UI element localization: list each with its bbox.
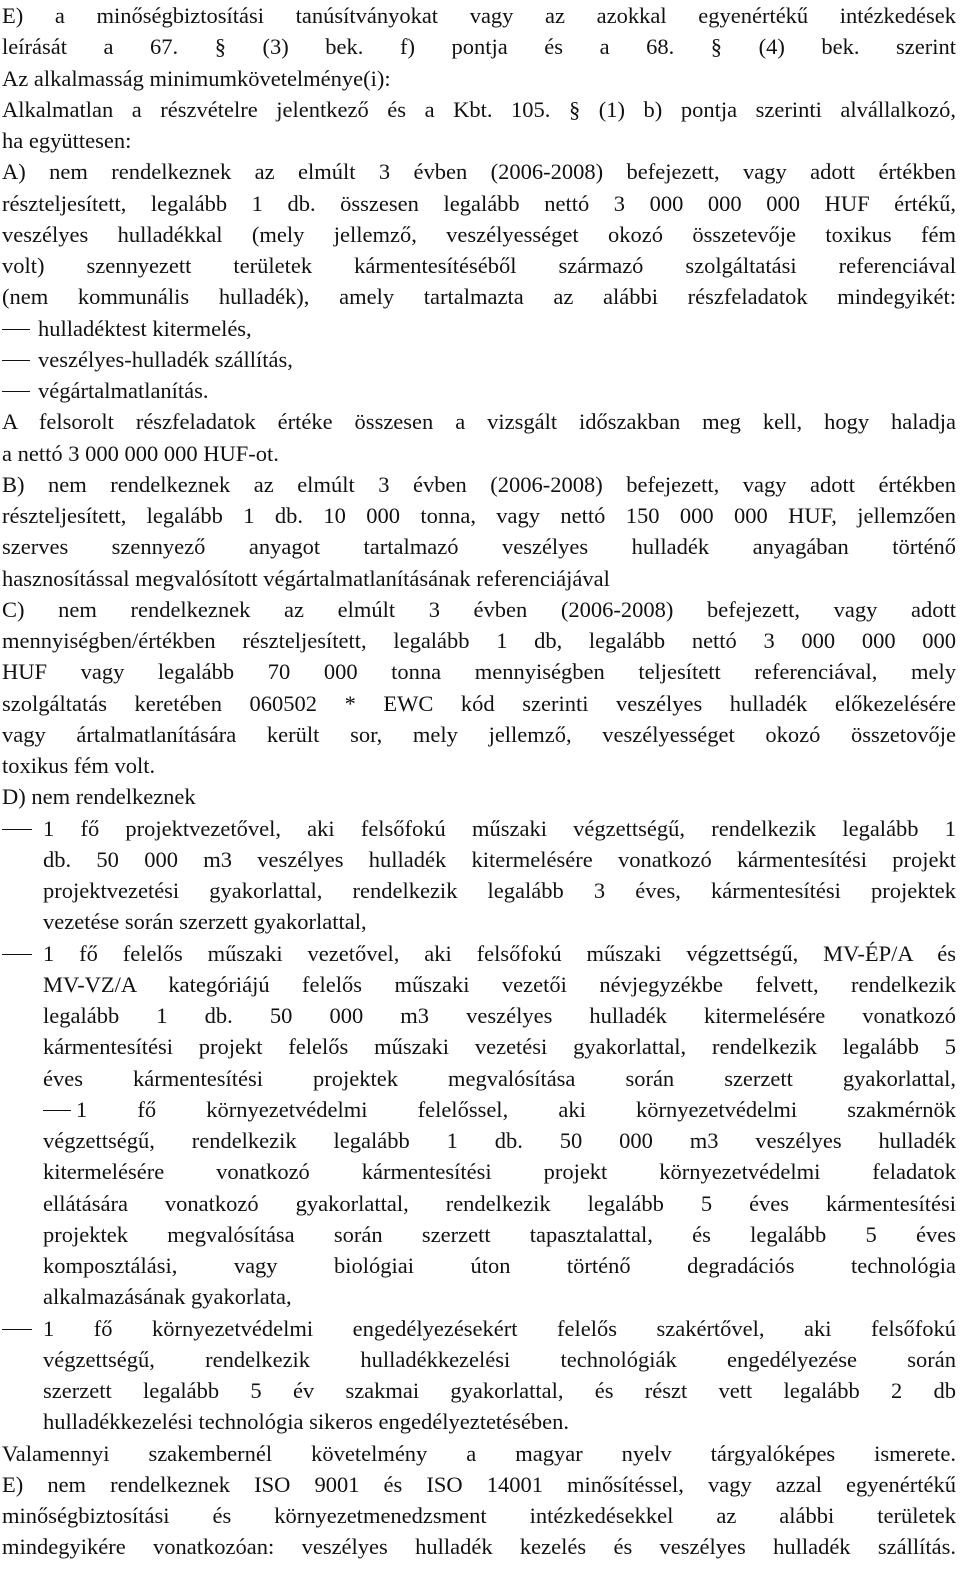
text-line-content: hasznosítással megvalósított végártalmatlanításának referenciájával <box>2 565 610 591</box>
text-line <box>2 63 956 94</box>
text-line <box>2 719 956 750</box>
text-line-content: végzettségű, rendelkezik hulladékkezelési technológiák engedélyezése során <box>43 1346 956 1372</box>
text-line <box>2 1156 956 1187</box>
text-line-content: vezetése során szerzett gyakorlattal, <box>43 909 367 935</box>
text-line <box>2 500 956 531</box>
text-line <box>2 1313 956 1344</box>
text-line <box>2 219 956 250</box>
text-line-content: alkalmazásának gyakorlata, <box>43 1284 292 1310</box>
text-line <box>2 875 956 906</box>
text-line-content: mennyiségben/értékben részteljesített, legalább 1 db, legalább nettó 3 000 000 000 <box>2 628 956 653</box>
text-line-content: 1 fő projektvezetővel, aki felsőfokú műszaki végzettségű, rendelkezik legalább 1 <box>43 815 956 841</box>
text-line-content: végártalmatlanítás. <box>38 378 209 403</box>
text-line <box>2 906 956 937</box>
text-line-content: projektvezetési gyakorlattal, rendelkezik legalább 3 éves, kármentesítési projektek <box>43 878 956 903</box>
text-line-content: Alkalmatlan a részvételre jelentkező és a Kbt. 105. § (1) b) pontja szerinti alvállalkozó, <box>2 96 956 122</box>
text-line-content: kármentesítési projekt felelős műszaki vezetési gyakorlattal, rendelkezik legalább 5 <box>43 1034 956 1060</box>
text-line-content: hulladékkezelési technológia sikeros engedélyeztetésében. <box>43 1409 570 1435</box>
text-line <box>2 1063 956 1094</box>
text-line-content: a nettó 3 000 000 000 HUF-ot. <box>2 440 279 466</box>
text-line-content: db. 50 000 m3 veszélyes hulladék kitermelésére vonatkozó kármentesítési projekt <box>43 846 956 872</box>
text-line-content: toxikus fém volt. <box>2 753 156 778</box>
text-line-content: legalább 1 db. 50 000 m3 veszélyes hulladék kitermelésére vonatkozó <box>43 1003 956 1028</box>
text-line-content: volt) szennyezett területek kármentesítéséből származó szolgáltatási referenciával <box>2 253 956 278</box>
text-line <box>2 469 956 500</box>
text-line <box>2 938 956 969</box>
text-line <box>2 1125 956 1156</box>
text-line-content: vagy ártalmatlanítására került sor, mely jellemző, veszélyességet okozó összetovője <box>2 721 956 747</box>
text-line <box>2 656 956 687</box>
text-line <box>2 563 956 594</box>
text-line-content: ellátására vonatkozó gyakorlattal, rendelkezik legalább 5 éves kármentesítési <box>43 1190 956 1216</box>
dash-bullet-icon <box>2 391 30 392</box>
dash-bullet-icon <box>2 360 30 361</box>
text-line-content: 1 fő környezetvédelmi engedélyezésekért felelős szakértővel, aki felsőfokú <box>43 1315 956 1341</box>
text-line <box>2 31 956 62</box>
text-line <box>2 1375 956 1406</box>
text-line-content: A felsorolt részfeladatok értéke összesen a vizsgált időszakban meg kell, hogy haladja <box>2 409 956 435</box>
dash-bullet-icon <box>2 329 30 330</box>
text-line <box>2 375 956 406</box>
text-line-content: E) a minőségbiztosítási tanúsítványokat vagy az azokkal egyenértékű intézkedések <box>2 3 956 28</box>
text-line <box>2 0 956 31</box>
text-line <box>2 1219 956 1250</box>
text-line-content: szolgáltatás keretében 060502 * EWC kód szerinti veszélyes hulladék előkezelésére <box>2 690 956 716</box>
dash-bullet-icon <box>43 1110 71 1111</box>
text-line <box>2 625 956 656</box>
text-line <box>2 281 956 312</box>
text-line <box>2 94 956 125</box>
text-line-content: Valamennyi szakembernél követelmény a magyar nyelv tárgyalóképes ismerete. <box>2 1440 956 1466</box>
text-line <box>2 344 956 375</box>
text-line-content: HUF vagy legalább 70 000 tonna mennyiségben teljesített referenciával, mely <box>2 659 956 685</box>
dash-bullet-icon <box>2 954 32 955</box>
text-line <box>2 1250 956 1281</box>
text-line-content: C) nem rendelkeznek az elmúlt 3 évben (2006-2008) befejezett, vagy adott <box>2 596 956 622</box>
text-line <box>2 313 956 344</box>
text-line-content: D) nem rendelkeznek <box>2 784 196 810</box>
text-line <box>2 813 956 844</box>
text-line-content: B) nem rendelkeznek az elmúlt 3 évben (2006-2008) befejezett, vagy adott értékben <box>2 471 956 497</box>
text-line <box>2 125 956 156</box>
text-line <box>2 1031 956 1062</box>
text-line <box>2 750 956 781</box>
text-line-content: részteljesített, legalább 1 db. 10 000 tonna, vagy nettó 150 000 000 HUF, jellemzően <box>2 503 956 528</box>
dash-bullet-icon <box>2 1329 32 1330</box>
text-line-content: A) nem rendelkeznek az elmúlt 3 évben (2006-2008) befejezett, vagy adott értékben <box>2 159 956 185</box>
text-line <box>2 969 956 1000</box>
text-line <box>2 250 956 281</box>
text-line-content: szerves szennyező anyagot tartalmazó veszélyes hulladék anyagában történő <box>2 534 956 560</box>
text-line <box>2 1188 956 1219</box>
text-line-content: projektek megvalósítása során szerzett tapasztalattal, és legalább 5 éves <box>43 1221 956 1247</box>
text-line-content: 1 fő környezetvédelmi felelőssel, aki környezetvédelmi szakmérnök <box>76 1096 956 1122</box>
text-line-content: MV-VZ/A kategóriájú felelős műszaki vezetői névjegyzékbe felvett, rendelkezik <box>43 971 956 997</box>
text-line <box>2 1469 956 1500</box>
text-line-content: minőségbiztosítási és környezetmenedzsment intézkedésekkel az alábbi területek <box>2 1503 956 1528</box>
text-line <box>2 438 956 469</box>
text-line <box>2 406 956 437</box>
text-line-content: végzettségű, rendelkezik legalább 1 db. 50 000 m3 veszélyes hulladék <box>43 1128 956 1153</box>
text-line-content: veszélyes-hulladék szállítás, <box>38 346 293 372</box>
dash-bullet-icon <box>2 829 32 830</box>
text-line <box>2 688 956 719</box>
text-line <box>2 844 956 875</box>
text-line-content: kitermelésére vonatkozó kármentesítési projekt környezetvédelmi feladatok <box>43 1159 956 1185</box>
text-line <box>2 1500 956 1531</box>
text-line <box>2 1281 956 1312</box>
text-line <box>2 1094 956 1125</box>
text-line-content: szerzett legalább 5 év szakmai gyakorlattal, és részt vett legalább 2 db <box>43 1378 956 1403</box>
text-line <box>2 1344 956 1375</box>
text-line-content: komposztálási, vagy biológiai úton történő degradációs technológia <box>43 1253 956 1278</box>
text-line <box>2 594 956 625</box>
text-line-content: hulladéktest kitermelés, <box>38 315 252 341</box>
text-line-content: 1 fő felelős műszaki vezetővel, aki felsőfokú műszaki végzettségű, MV-ÉP/A és <box>43 940 956 966</box>
text-line-content: Az alkalmasság minimumkövetelménye(i): <box>2 65 391 91</box>
text-line <box>2 1438 956 1469</box>
text-line <box>2 1531 956 1562</box>
text-line <box>2 1406 956 1437</box>
text-line <box>2 156 956 187</box>
text-line <box>2 188 956 219</box>
text-line-content: veszélyes hulladékkal (mely jellemző, veszélyességet okozó összetevője toxikus fém <box>2 221 956 247</box>
text-line-content: éves kármentesítési projektek megvalósítása során szerzett gyakorlattal, <box>43 1065 956 1091</box>
text-line-content: mindegyikére vonatkozóan: veszélyes hulladék kezelés és veszélyes hulladék szállítás. <box>2 1534 956 1560</box>
text-line <box>2 1000 956 1031</box>
text-line-content: (nem kommunális hulladék), amely tartalmazta az alábbi részfeladatok mindegyikét: <box>2 284 956 310</box>
text-line-content: leírását a 67. § (3) bek. f) pontja és a 68. § (4) bek. szerint <box>2 34 956 60</box>
text-line-content: E) nem rendelkeznek ISO 9001 és ISO 14001 minősítéssel, vagy azzal egyenértékű <box>2 1471 956 1497</box>
text-line-content: részteljesített, legalább 1 db. összesen legalább nettó 3 000 000 000 HUF értékű, <box>2 190 956 216</box>
text-line <box>2 781 956 812</box>
text-line <box>2 531 956 562</box>
text-line-content: ha együttesen: <box>2 128 132 153</box>
